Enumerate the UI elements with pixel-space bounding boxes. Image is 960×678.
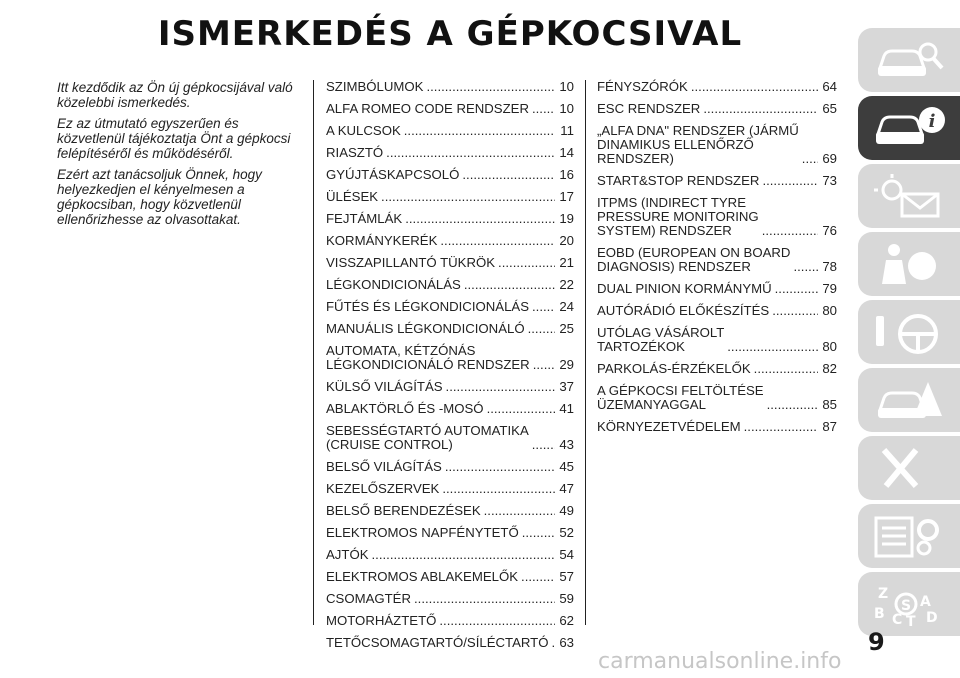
toc-entry-page: 79 [822,281,837,296]
toc-entry[interactable] [326,344,574,372]
toc-entry[interactable] [326,300,574,314]
toc-leader-dots [372,548,556,562]
toc-entry[interactable] [597,124,837,166]
toc-entry-title: SZIMBÓLUMOK [326,79,424,94]
svg-text:S: S [901,598,912,614]
toc-entry[interactable] [326,124,574,138]
toc-leader-dots [446,380,555,394]
chapter-tab-rail [858,28,960,640]
toc-entry-page: 87 [822,419,837,434]
toc-entry[interactable] [597,102,837,116]
toc-leader-dots [533,358,555,372]
toc-entry-title: ABLAKTÖRLŐ ÉS -MOSÓ [326,401,484,416]
chapter-tab-safety[interactable] [858,232,960,296]
steering-wheel-icon [872,308,946,356]
toc-entry[interactable] [326,168,574,182]
toc-entry-title: SEBESSÉGTARTÓ AUTOMATIKA (CRUISE CONTROL) [326,423,529,452]
toc-entry[interactable] [326,482,574,496]
toc-leader-dots [439,614,555,628]
svg-text:B: B [874,606,885,622]
toc-entry-page: 43 [559,437,574,452]
toc-entry-title: UTÓLAG VÁSÁROLT TARTOZÉKOK [597,325,725,354]
toc-entry[interactable] [326,548,574,562]
toc-entry-title: ALFA ROMEO CODE RENDSZER [326,101,529,116]
toc-leader-dots [440,234,555,248]
toc-entry-title: VISSZAPILLANTÓ TÜKRÖK [326,255,496,270]
toc-entry[interactable] [326,504,574,518]
toc-entry-title: ESC RENDSZER [597,101,701,116]
toc-entry-title: KÖRNYEZETVÉDELEM [597,419,741,434]
toc-entry[interactable] [326,146,574,160]
toc-entry-page: 47 [559,481,574,496]
toc-entry-title: MANUÁLIS LÉGKONDICIONÁLÓ [326,321,525,336]
toc-entry[interactable] [326,526,574,540]
toc-leader-dots [703,102,818,116]
toc-leader-dots [521,570,555,584]
toc-leader-dots [762,224,818,238]
chapter-tab-car-info[interactable] [858,96,960,160]
toc-entry-page: 80 [822,339,837,354]
toc-entry-title: FŰTÉS ÉS LÉGKONDICIONÁLÁS [326,299,529,314]
toc-entry-page: 69 [822,151,837,166]
toc-leader-dots [386,146,555,160]
toc-entry-page: 59 [559,591,574,606]
chapter-tab-warnings[interactable] [858,164,960,228]
toc-leader-dots [442,482,555,496]
toc-entry-title: PARKOLÁS-ÉRZÉKELŐK [597,361,751,376]
svg-text:i: i [928,111,936,132]
toc-entry-page: 64 [822,79,837,94]
toc-entry[interactable] [326,212,574,226]
toc-entry[interactable] [326,80,574,94]
toc-entry-page: 25 [559,321,574,336]
intro-text [57,80,307,233]
toc-entry-page: 20 [559,233,574,248]
toc-entry-title: AJTÓK [326,547,369,562]
toc-entry-page: 73 [822,173,837,188]
toc-entry[interactable] [326,190,574,204]
toc-entry-page: 16 [559,167,574,182]
toc-entry-page: 65 [822,101,837,116]
toc-entry-title: KORMÁNYKERÉK [326,233,438,248]
toc-entry[interactable] [597,196,837,238]
toc-entry-title: GYÚJTÁSKAPCSOLÓ [326,167,460,182]
toc-leader-dots [532,438,555,452]
toc-entry-title: BELSŐ BERENDEZÉSEK [326,503,481,518]
toc-leader-dots [802,152,818,166]
toc-entry-title: A KULCSOK [326,123,401,138]
toc-leader-dots [462,168,555,182]
car-search-icon [872,36,946,84]
toc-entry-title: ÜLÉSEK [326,189,379,204]
toc-entry-page: 49 [559,503,574,518]
toc-entry-title: AUTOMATA, KÉTZÓNÁS LÉGKONDICIONÁLÓ RENDSZER [326,343,530,372]
airbag-passenger-icon [872,240,946,288]
toc-entry-title: ITPMS (INDIRECT TYRE PRESSURE MONITORING SYSTEM) RENDSZER [597,195,759,238]
car-info-icon [872,104,946,152]
toc-entry[interactable] [326,424,574,452]
chapter-tab-technical-data[interactable] [858,504,960,568]
toc-leader-dots [552,636,556,650]
toc-leader-dots [532,300,555,314]
toc-leader-dots [767,398,818,412]
toc-entry[interactable] [597,384,837,412]
toc-entry-page: 57 [559,569,574,584]
toc-entry-page: 52 [559,525,574,540]
toc-entry[interactable] [326,460,574,474]
chapter-tab-index[interactable] [858,572,960,636]
toc-leader-dots [727,340,818,354]
toc-entry-page: 24 [559,299,574,314]
svg-text:D: D [926,610,938,626]
svg-text:A: A [920,594,931,610]
toc-entry-title: CSOMAGTÉR [326,591,411,606]
chapter-tab-starting-driving[interactable] [858,300,960,364]
toc-entry[interactable] [597,246,837,274]
toc-entry-page: 11 [560,123,574,138]
toc-column-1 [326,80,574,658]
intro-paragraph: Ezért azt tanácsoljuk Önnek, hogy helyezkedjen el kényelmesen a gépkocsiban, hogy közvetlenül ellenőrizhesse az olvasottakat. [57,167,262,227]
toc-leader-dots [381,190,555,204]
toc-leader-dots [405,212,555,226]
toc-entry-page: 22 [559,277,574,292]
toc-entry[interactable] [597,420,837,434]
toc-entry-title: START&STOP RENDSZER [597,173,760,188]
toc-entry-page: 85 [822,397,837,412]
toc-entry-page: 37 [559,379,574,394]
svg-text:C: C [892,612,903,628]
toc-entry[interactable] [597,326,837,354]
toc-entry-title: LÉGKONDICIONÁLÁS [326,277,461,292]
toc-leader-dots [793,260,818,274]
toc-entry[interactable] [597,304,837,318]
toc-entry[interactable] [326,102,574,116]
toc-entry-page: 78 [822,259,837,274]
svg-text:T: T [906,614,916,628]
toc-entry-title: KEZELŐSZERVEK [326,481,440,496]
chapter-tab-emergency[interactable] [858,368,960,432]
toc-leader-dots [487,402,555,416]
toc-leader-dots [775,282,818,296]
toc-leader-dots [772,304,818,318]
toc-entry-title: EOBD (EUROPEAN ON BOARD DIAGNOSIS) RENDSZER [597,245,791,274]
toc-entry-page: 80 [822,303,837,318]
toc-entry-title: AUTÓRÁDIÓ ELŐKÉSZÍTÉS [597,303,770,318]
toc-leader-dots [532,102,555,116]
toc-leader-dots [498,256,555,270]
toc-entry-title: KÜLSŐ VILÁGÍTÁS [326,379,443,394]
toc-leader-dots [426,80,555,94]
toc-entry[interactable] [326,592,574,606]
column-divider [313,80,314,625]
toc-leader-dots [522,526,555,540]
toc-leader-dots [762,174,818,188]
svg-text:Z: Z [878,586,889,602]
toc-entry-page: 62 [559,613,574,628]
toc-entry-title: BELSŐ VILÁGÍTÁS [326,459,442,474]
toc-entry-title: „ALFA DNA" RENDSZER (JÁRMŰ DINAMIKUS ELLENŐRZŐ RENDSZER) [597,123,799,166]
toc-leader-dots [404,124,555,138]
toc-entry-title: ELEKTROMOS NAPFÉNYTETŐ [326,525,519,540]
specs-gears-icon [872,512,946,560]
toc-column-2 [597,80,837,442]
intro-paragraph: Ez az útmutató egyszerűen és közvetlenül tájékoztatja Önt a gépkocsi felépítéséről és működéséről. [57,116,291,161]
toc-entry-title: RIASZTÓ [326,145,384,160]
page-title: ISMERKEDÉS A GÉPKOCSIVAL [157,14,743,54]
watermark: carmanualsonline.info [598,649,842,674]
toc-entry-title: FEJTÁMLÁK [326,211,403,226]
toc-entry-page: 29 [559,357,574,372]
toc-entry-page: 63 [559,635,574,650]
toc-leader-dots [744,420,818,434]
toc-entry[interactable] [597,282,837,296]
column-divider [585,80,586,625]
toc-entry[interactable] [326,614,574,628]
alphabet-index-icon [872,580,946,628]
toc-entry-title: MOTORHÁZTETŐ [326,613,437,628]
warning-light-envelope-icon [872,172,946,220]
toc-leader-dots [691,80,818,94]
toc-entry[interactable] [326,402,574,416]
intro-paragraph: Itt kezdődik az Ön új gépkocsijával való közelebbi ismerkedés. [57,80,293,110]
toc-entry-page: 14 [559,145,574,160]
toc-entry-page: 19 [559,211,574,226]
toc-entry[interactable] [326,570,574,584]
toc-entry-page: 21 [559,255,574,270]
chapter-tab-car-search[interactable] [858,28,960,92]
toc-entry-page: 82 [822,361,837,376]
toc-leader-dots [484,504,555,518]
toc-entry[interactable] [597,174,837,188]
page-number: 9 [868,628,885,656]
toc-leader-dots [528,322,555,336]
toc-entry[interactable] [326,234,574,248]
toc-entry-title: FÉNYSZÓRÓK [597,79,688,94]
tools-icon [872,444,946,492]
toc-leader-dots [414,592,555,606]
toc-entry-title: TETŐCSOMAGTARTÓ/SÍLÉCTARTÓ [326,635,549,650]
toc-entry-title: ELEKTROMOS ABLAKEMELŐK [326,569,519,584]
toc-leader-dots [445,460,555,474]
toc-entry-page: 45 [559,459,574,474]
chapter-tab-maintenance[interactable] [858,436,960,500]
toc-entry[interactable] [597,80,837,94]
toc-entry[interactable] [326,380,574,394]
toc-entry-page: 41 [559,401,574,416]
toc-entry-title: DUAL PINION KORMÁNYMŰ [597,281,772,296]
toc-entry[interactable] [326,256,574,270]
toc-entry-title: A GÉPKOCSI FELTÖLTÉSE ÜZEMANYAGGAL [597,383,764,412]
toc-leader-dots [464,278,555,292]
toc-entry[interactable] [326,322,574,336]
toc-entry-page: 54 [559,547,574,562]
toc-entry[interactable] [326,636,574,650]
car-crash-icon [872,376,946,424]
toc-entry[interactable] [597,362,837,376]
toc-entry-page: 17 [559,189,574,204]
toc-leader-dots [754,362,818,376]
toc-entry-page: 10 [559,101,574,116]
toc-entry-page: 10 [559,79,574,94]
toc-entry[interactable] [326,278,574,292]
toc-entry-page: 76 [822,223,837,238]
